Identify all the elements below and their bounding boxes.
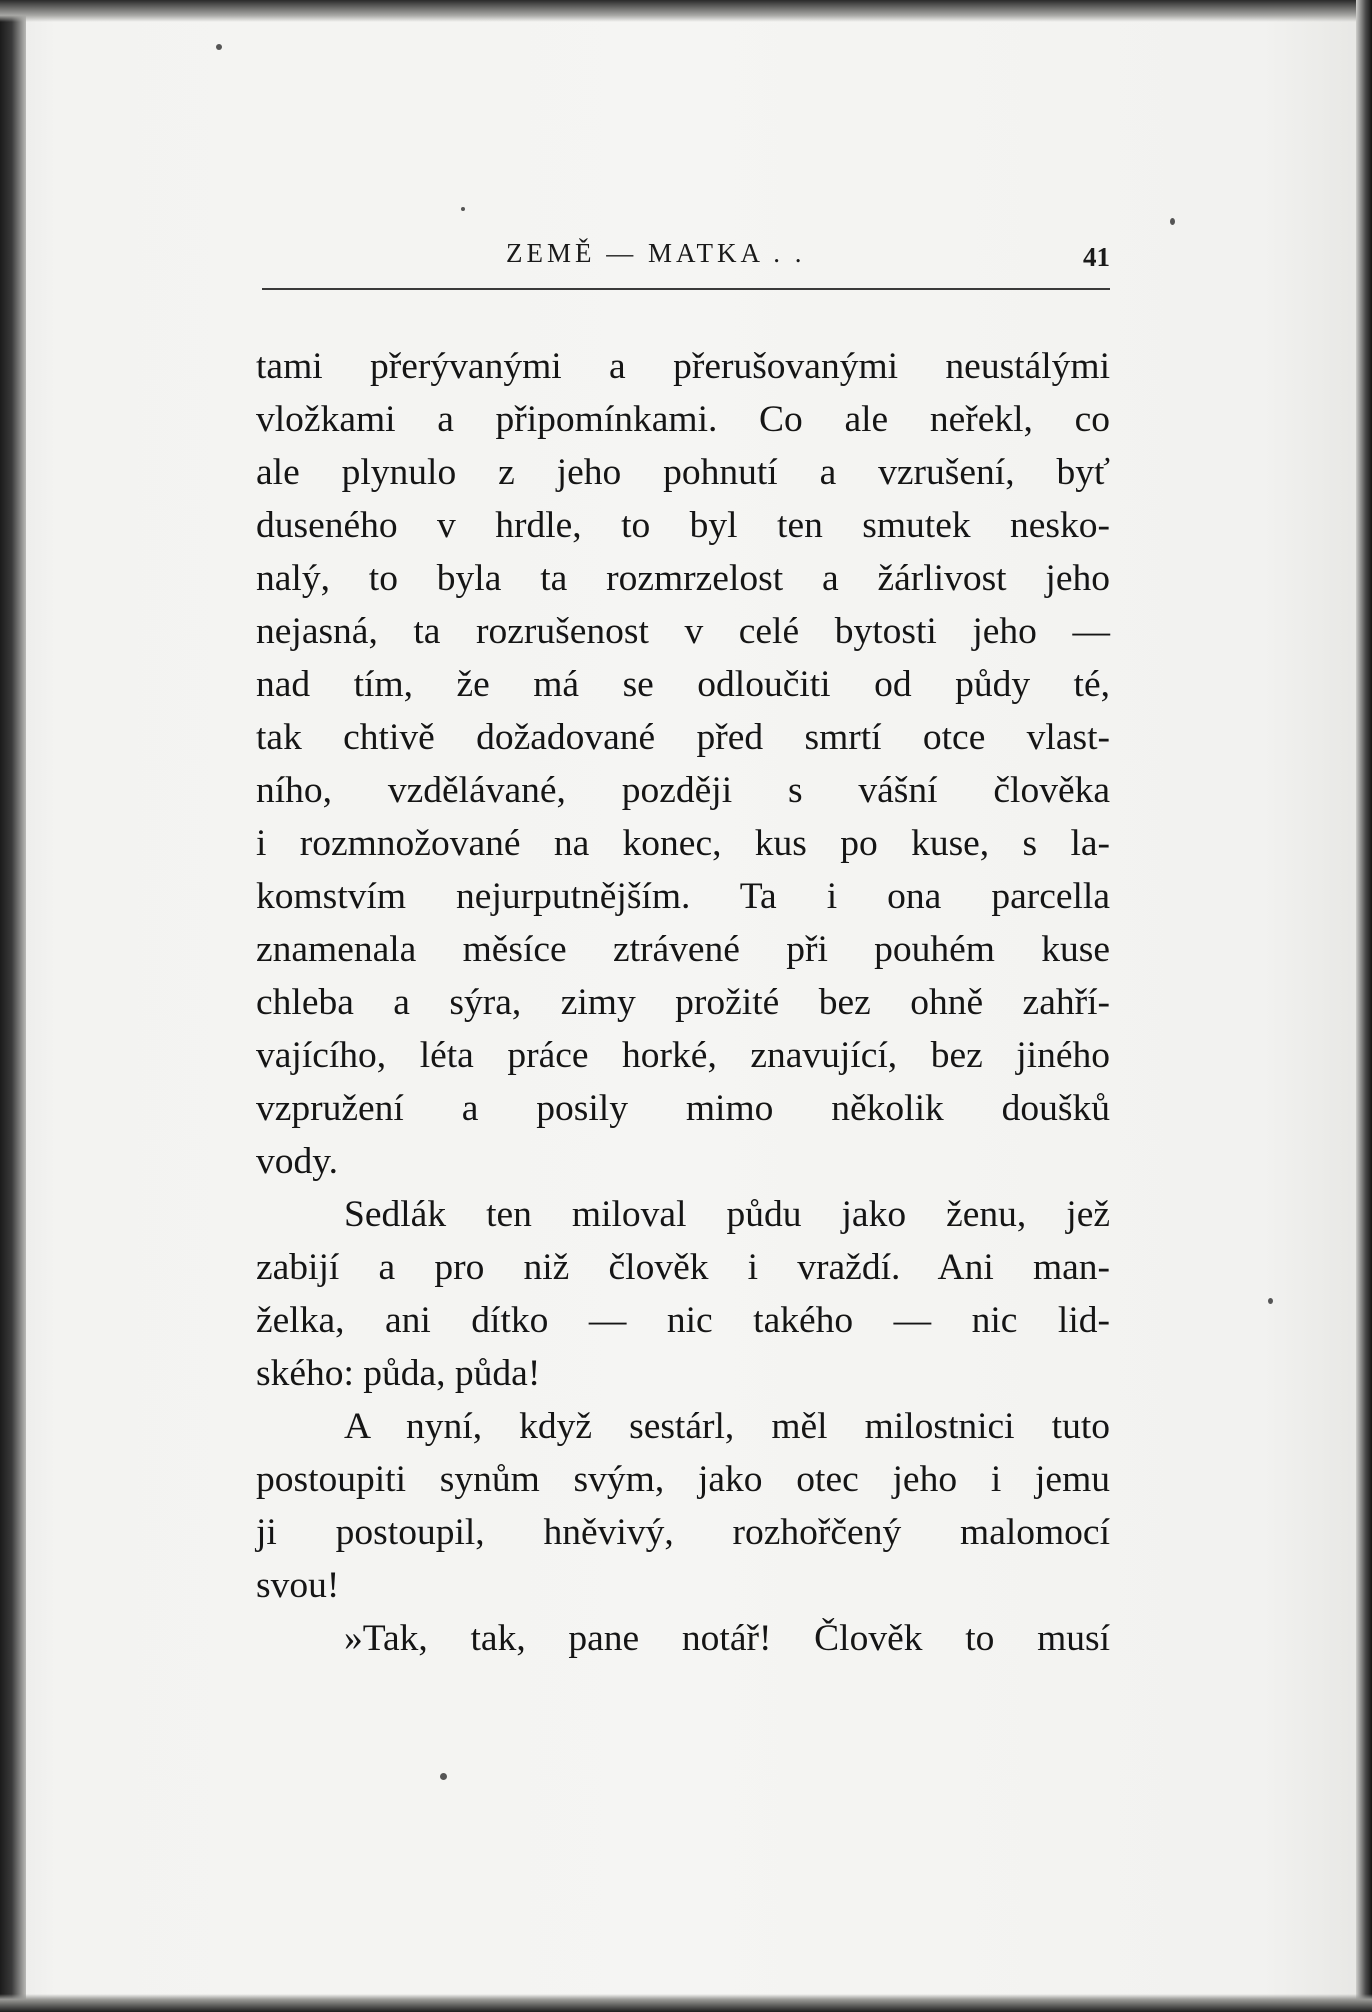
text-line: želka, ani dítko — nic takého — nic lid- — [256, 1300, 1110, 1341]
text-line: ního, vzdělávané, později s vášní člověka — [256, 770, 1110, 811]
text-line: tak chtivě dožadované před smrtí otce vlast- — [256, 717, 1110, 758]
text-line: nejasná, ta rozrušenost v celé bytosti jeho — — [256, 611, 1110, 652]
page-binding-edge — [0, 0, 26, 2012]
text-line: zabijí a pro niž člověk i vraždí. Ani man- — [256, 1247, 1110, 1288]
text-line: A nyní, když sestárl, měl milostnici tuto — [344, 1406, 1110, 1447]
header-rule — [262, 288, 1110, 290]
text-line: chleba a sýra, zimy prožité bez ohně zahří- — [256, 982, 1110, 1023]
text-line: tami přerývanými a přerušovanými neustálými — [256, 346, 1110, 387]
body-text — [256, 340, 1110, 1665]
text-line: nad tím, že má se odloučiti od půdy té, — [256, 664, 1110, 705]
page-number: 41 — [1083, 242, 1110, 272]
page-bottom-edge — [0, 1994, 1372, 2012]
print-speck — [440, 1773, 447, 1780]
running-title: ZEMĚ — MATKA . . — [506, 238, 806, 268]
print-speck — [461, 207, 465, 211]
print-speck — [1268, 1298, 1273, 1304]
page-right-edge — [1356, 0, 1372, 2012]
text-line: duseného v hrdle, to byl ten smutek nesko- — [256, 505, 1110, 546]
text-line: znamenala měsíce ztrávené při pouhém kuse — [256, 929, 1110, 970]
text-line: vzpružení a posily mimo několik doušků — [256, 1088, 1110, 1129]
page-top-edge — [0, 0, 1372, 22]
print-speck — [216, 44, 222, 50]
text-line: ale plynulo z jeho pohnutí a vzrušení, byť — [256, 452, 1110, 493]
text-line: »Tak, tak, pane notář! Člověk to musí — [344, 1618, 1110, 1659]
text-line: postoupiti synům svým, jako otec jeho i jemu — [256, 1459, 1110, 1500]
text-line: vody. — [256, 1141, 338, 1182]
text-line: ji postoupil, hněvivý, rozhořčený malomocí — [256, 1512, 1110, 1553]
text-line: Sedlák ten miloval půdu jako ženu, jež — [344, 1194, 1110, 1235]
running-head — [250, 238, 1110, 278]
text-line: vajícího, léta práce horké, znavující, bez jiného — [256, 1035, 1110, 1076]
text-line: komstvím nejurputnějším. Ta i ona parcella — [256, 876, 1110, 917]
text-line: vložkami a připomínkami. Co ale neřekl, co — [256, 399, 1110, 440]
text-line: nalý, to byla ta rozmrzelost a žárlivost jeho — [256, 558, 1110, 599]
text-line: svou! — [256, 1565, 340, 1606]
text-line: i rozmnožované na konec, kus po kuse, s la- — [256, 823, 1110, 864]
print-speck — [1170, 218, 1175, 225]
text-line: ského: půda, půda! — [256, 1353, 541, 1394]
